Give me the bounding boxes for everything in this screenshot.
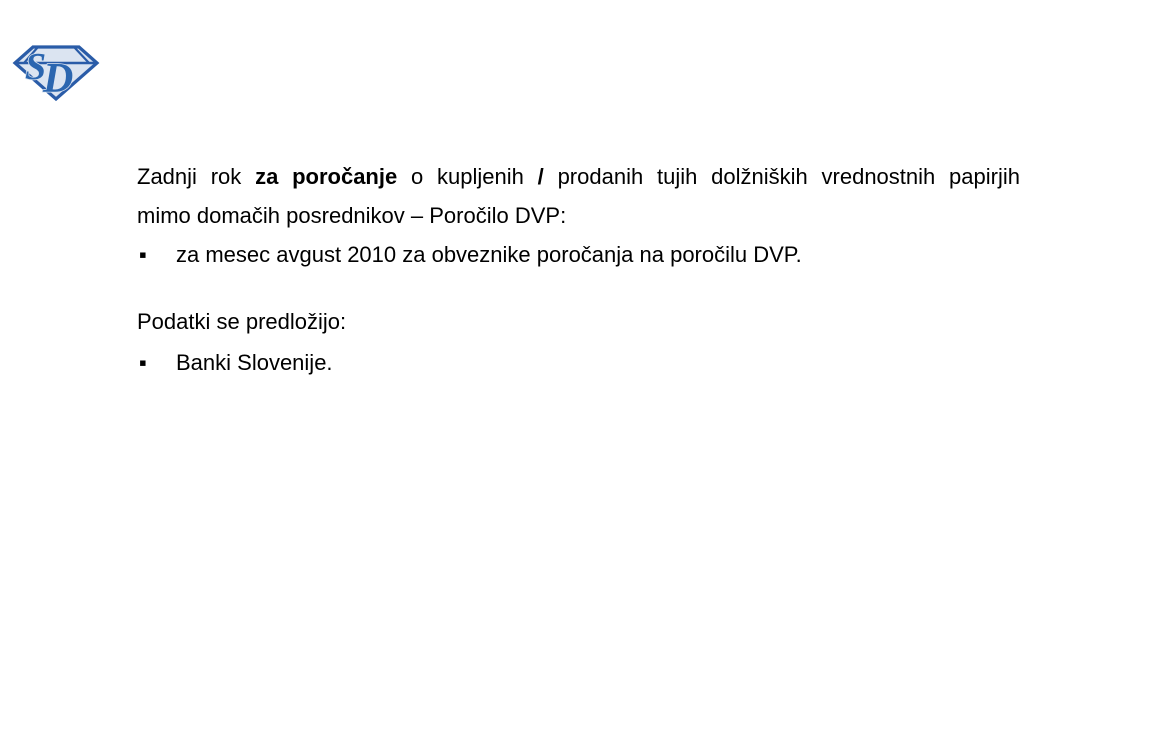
intro-line-1 [137, 157, 1020, 196]
square-bullet-icon: ▪ [139, 242, 147, 267]
square-bullet-icon: ▪ [139, 350, 147, 375]
intro-seg-2-bold: za poročanje [255, 164, 398, 189]
logo-letter-s: S [25, 46, 47, 88]
intro-seg-4-bold: / [537, 164, 544, 189]
bullet-item-recipient [137, 343, 1020, 382]
intro-line-2: mimo domačih posrednikov – Poročilo DVP: [137, 203, 567, 228]
intro-seg-1: Zadnji rok [137, 164, 256, 189]
intro-seg-5: prodanih tujih dolžniških vrednostnih papirjih [543, 164, 1020, 189]
sd-logo [12, 42, 100, 104]
logo-letter-d: D [43, 56, 74, 102]
bullet-item-deadline [137, 235, 1020, 274]
bullet-item-deadline-text: za mesec avgust 2010 za obveznike poročanja na poročilu DVP. [176, 242, 802, 267]
intro-seg-3: o kupljenih [397, 164, 538, 189]
bullet-item-recipient-text: Banki Slovenije. [176, 350, 333, 375]
subheading: Podatki se predložijo: [137, 309, 347, 334]
text-block [137, 157, 1020, 382]
